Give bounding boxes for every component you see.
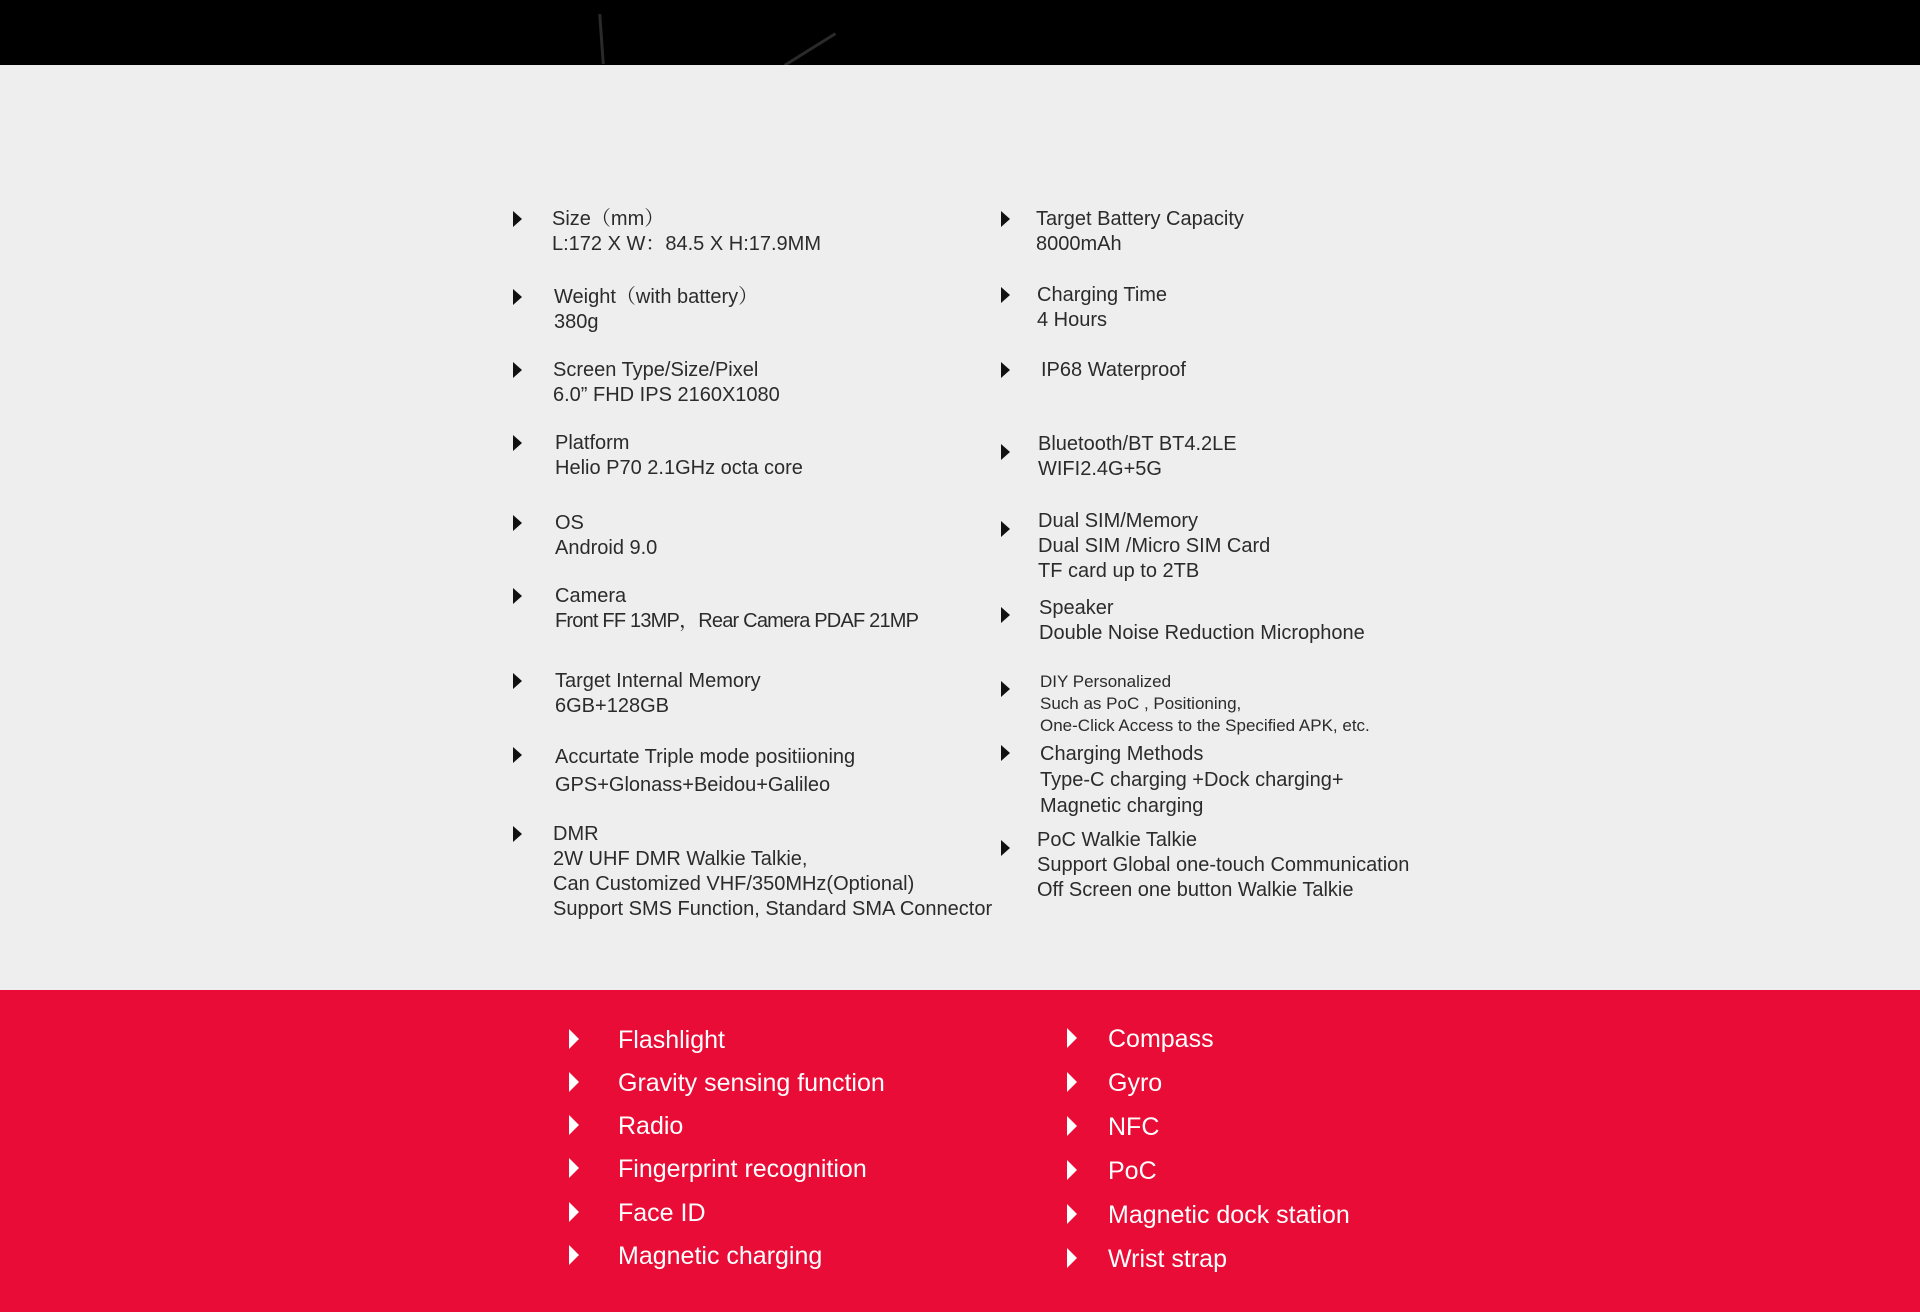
caret-right-icon [513, 435, 522, 451]
spec-value: GPS+Glonass+Beidou+Galileo [555, 774, 831, 796]
features-section [0, 990, 1920, 1312]
spec-text [553, 822, 992, 922]
spec-title: OS [555, 512, 584, 534]
spec-title: Speaker [1039, 597, 1114, 619]
spec-title: Platform [555, 432, 630, 454]
spec-text [1038, 432, 1237, 482]
caret-right-icon [569, 1072, 579, 1092]
caret-right-icon [1001, 840, 1010, 856]
spec-title: Weight（with battery） [554, 286, 759, 308]
spec-value: Support Global one-touch Communication [1037, 854, 1410, 876]
spec-value: One-Click Access to the Specified APK, etc. [1040, 716, 1370, 735]
spec-title: IP68 Waterproof [1041, 359, 1186, 381]
spec-title: DMR [553, 823, 599, 845]
spec-value: WIFI2.4G+5G [1038, 458, 1162, 480]
decorative-stroke [598, 14, 604, 64]
spec-text [554, 285, 758, 335]
caret-right-icon [1067, 1072, 1077, 1092]
spec-value: Front FF 13MP，Rear Camera PDAF 21MP [555, 610, 919, 632]
caret-right-icon [1067, 1160, 1077, 1180]
spec-value: 2W UHF DMR Walkie Talkie, [553, 848, 808, 870]
spec-text [553, 358, 780, 408]
spec-text [555, 743, 855, 799]
caret-right-icon [1001, 681, 1010, 697]
spec-text [555, 511, 657, 561]
spec-value: Off Screen one button Walkie Talkie [1037, 879, 1354, 901]
specifications-section [0, 65, 1920, 990]
feature-label: Gyro [1108, 1069, 1163, 1097]
spec-title: Size（mm） [552, 208, 665, 230]
feature-label: PoC [1108, 1157, 1157, 1185]
spec-value: 380g [554, 311, 599, 333]
caret-right-icon [1001, 211, 1010, 227]
spec-text [1039, 596, 1365, 646]
spec-title: Target Battery Capacity [1036, 208, 1244, 230]
caret-right-icon [1001, 745, 1010, 761]
caret-right-icon [513, 588, 522, 604]
spec-title: Camera [555, 585, 627, 607]
spec-value: 8000mAh [1036, 233, 1122, 255]
caret-right-icon [569, 1158, 579, 1178]
caret-right-icon [569, 1202, 579, 1222]
feature-label: Gravity sensing function [618, 1069, 885, 1097]
caret-right-icon [1067, 1116, 1077, 1136]
top-dark-band [0, 0, 1920, 65]
spec-text [555, 431, 803, 481]
spec-title: Target Internal Memory [555, 670, 761, 692]
spec-value: Type-C charging +Dock charging+ [1040, 769, 1344, 791]
caret-right-icon [1067, 1248, 1077, 1268]
caret-right-icon [513, 515, 522, 531]
feature-label: Wrist strap [1108, 1245, 1227, 1273]
spec-title: Screen Type/Size/Pixel [553, 359, 759, 381]
caret-right-icon [1001, 362, 1010, 378]
spec-value: 4 Hours [1037, 309, 1108, 331]
spec-value: TF card up to 2TB [1038, 560, 1200, 582]
spec-text [1041, 358, 1186, 383]
spec-value: Support SMS Function, Standard SMA Connector [553, 898, 993, 920]
spec-text [1036, 207, 1244, 257]
spec-text [555, 584, 918, 634]
feature-label: Compass [1108, 1025, 1214, 1053]
caret-right-icon [513, 747, 522, 763]
caret-right-icon [1001, 444, 1010, 460]
decorative-stroke [784, 32, 836, 66]
spec-text [552, 207, 821, 257]
feature-label: NFC [1108, 1113, 1160, 1141]
spec-value: Such as PoC , Positioning, [1040, 694, 1242, 713]
spec-value: Double Noise Reduction Microphone [1039, 622, 1365, 644]
caret-right-icon [1001, 287, 1010, 303]
spec-value: Magnetic charging [1040, 795, 1204, 817]
spec-value: Can Customized VHF/350MHz(Optional) [553, 873, 915, 895]
caret-right-icon [569, 1245, 579, 1265]
feature-label: Magnetic charging [618, 1242, 823, 1270]
spec-text [1037, 828, 1409, 903]
spec-title: Charging Methods [1040, 743, 1204, 765]
spec-value: Dual SIM /Micro SIM Card [1038, 535, 1271, 557]
caret-right-icon [513, 826, 522, 842]
caret-right-icon [1067, 1028, 1077, 1048]
caret-right-icon [569, 1029, 579, 1049]
caret-right-icon [569, 1115, 579, 1135]
caret-right-icon [1001, 607, 1010, 623]
caret-right-icon [1067, 1204, 1077, 1224]
feature-label: Flashlight [618, 1026, 725, 1054]
spec-title: Bluetooth/BT BT4.2LE [1038, 433, 1237, 455]
spec-value: L:172 X W：84.5 X H:17.9MM [552, 233, 822, 255]
caret-right-icon [513, 211, 522, 227]
feature-label: Fingerprint recognition [618, 1155, 867, 1183]
spec-value: 6.0” FHD IPS 2160X1080 [553, 384, 780, 406]
spec-title: PoC Walkie Talkie [1037, 829, 1198, 851]
spec-text [1040, 741, 1344, 819]
spec-title: DIY Personalized [1040, 672, 1172, 691]
spec-value: Android 9.0 [555, 537, 658, 559]
spec-text [1038, 509, 1270, 584]
spec-title: Charging Time [1037, 284, 1168, 306]
spec-text [1037, 283, 1167, 333]
caret-right-icon [513, 362, 522, 378]
feature-label: Magnetic dock station [1108, 1201, 1350, 1229]
caret-right-icon [1001, 521, 1010, 537]
caret-right-icon [513, 673, 522, 689]
spec-value: Helio P70 2.1GHz octa core [555, 457, 803, 479]
spec-title: Accurtate Triple mode positiioning [555, 746, 856, 768]
spec-value: 6GB+128GB [555, 695, 669, 717]
spec-title: Dual SIM/Memory [1038, 510, 1199, 532]
feature-label: Face ID [618, 1199, 706, 1227]
spec-text [1040, 671, 1370, 737]
caret-right-icon [513, 289, 522, 305]
spec-text [555, 669, 761, 719]
feature-label: Radio [618, 1112, 684, 1140]
